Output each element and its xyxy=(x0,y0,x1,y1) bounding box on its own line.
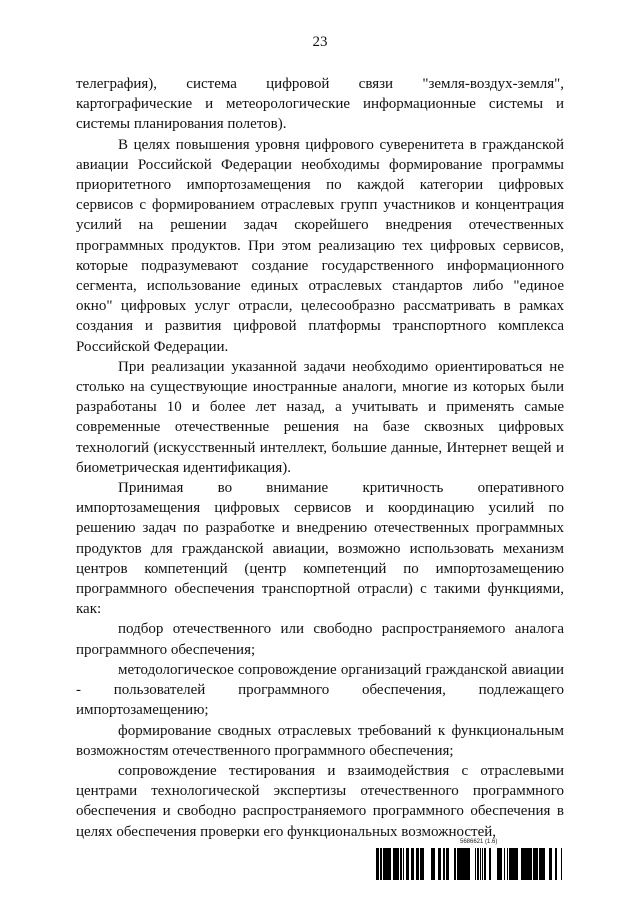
barcode-bar xyxy=(407,848,409,880)
barcode-bar xyxy=(533,848,534,880)
barcode-bar xyxy=(521,848,523,880)
barcode-bar xyxy=(480,848,481,880)
barcode-bar xyxy=(422,848,424,880)
barcode-bar xyxy=(386,848,388,880)
barcode-bar xyxy=(475,848,476,880)
barcode-bar xyxy=(530,848,531,880)
barcode-bar xyxy=(416,848,418,880)
barcode-bar xyxy=(448,848,449,880)
barcode-bar xyxy=(412,848,413,880)
barcode-bar xyxy=(385,848,386,880)
barcode-bar xyxy=(509,848,511,880)
barcode-bar xyxy=(468,848,469,880)
list-item: формирование сводных отраслевых требований к функциональным возможностям отечественного программного обеспечения; xyxy=(76,722,564,759)
paragraph: телеграфия), система цифровой связи "земля-воздух-земля", картографические и метеорологические информационные системы и системы планирования полетов). xyxy=(76,76,564,133)
barcode-bar xyxy=(498,848,500,880)
barcode-bar xyxy=(421,848,422,880)
document-code: 5686621 (1.6) xyxy=(460,839,498,845)
barcode-bar xyxy=(507,848,508,880)
paragraph: При реализации указанной задачи необходимо ориентироваться не столько на существующие иностранные аналоги, многие из которых были разработаны 10 и более лет назад, а учитывать и применять самые современные отечественные решения на базе сквозных цифровых технологий (искусственный интеллект, большие данные, Интернет вещей и биометрическая идентификация). xyxy=(76,358,564,476)
barcode-bar xyxy=(469,848,470,880)
barcode-bar xyxy=(455,848,456,880)
barcode-bar xyxy=(539,848,541,880)
barcode-bar xyxy=(460,848,461,880)
list-item: методологическое сопровождение организаций гражданской авиации - пользователей программного обеспечения, подлежащего импортозамещению; xyxy=(76,661,564,719)
barcode-bar xyxy=(497,848,498,880)
barcode-bar xyxy=(401,848,402,880)
barcode-bar xyxy=(394,848,396,880)
barcode-bar xyxy=(393,848,394,880)
barcode-bar xyxy=(536,848,537,880)
page-number: 23 xyxy=(312,34,328,50)
barcode-bar xyxy=(396,848,397,880)
barcode-bar xyxy=(482,848,483,880)
barcode-bar xyxy=(514,848,515,880)
barcode-bar xyxy=(459,848,460,880)
barcode-bar xyxy=(489,848,491,880)
barcode-bar xyxy=(431,848,433,880)
barcode-bar xyxy=(478,848,479,880)
barcode-bar xyxy=(454,848,455,880)
barcode-bar xyxy=(463,848,465,880)
list-item: подбор отечественного или свободно распространяемого аналога программного обеспечения; xyxy=(76,621,564,658)
barcode-bar xyxy=(433,848,434,880)
barcode-bar xyxy=(513,848,514,880)
barcode-bar xyxy=(438,848,439,880)
barcode xyxy=(376,848,564,880)
barcode-bar xyxy=(403,848,404,880)
barcode-bar xyxy=(376,848,377,880)
barcode-bar xyxy=(523,848,525,880)
barcode-bar xyxy=(515,848,517,880)
body-text xyxy=(76,74,564,842)
barcode-bar xyxy=(406,848,407,880)
barcode-bar xyxy=(390,848,391,880)
barcode-bar xyxy=(529,848,530,880)
barcode-bar xyxy=(556,848,557,880)
barcode-bar xyxy=(528,848,529,880)
barcode-bar xyxy=(461,848,462,880)
barcode-bar xyxy=(434,848,435,880)
paragraph: В целях повышения уровня цифрового суверенитета в гражданской авиации Российской Федерации необходимы формирование программы приоритетного импортозамещения по каждой категории цифровых сервисов с формированием отраслевых групп участников и концентрация усилий на решении задач скорейшего внедрения отечественных программных продуктов. При этом реализацию тех цифровых сервисов, которые подразумевают создание государственного информационного сегмента, использование единых отраслевых стандартов либо "единое окно" цифровых услуг отрасли, целесообразно рассматривать в рамках создания и развития цифровой платформы транспортного комплекса Российской Федерации. xyxy=(76,136,564,355)
barcode-bar xyxy=(462,848,463,880)
barcode-bar xyxy=(378,848,379,880)
barcode-bar xyxy=(388,848,390,880)
barcode-bar xyxy=(420,848,421,880)
barcode-bar xyxy=(411,848,412,880)
barcode-bar xyxy=(383,848,385,880)
barcode-bar xyxy=(500,848,502,880)
barcode-bar xyxy=(517,848,518,880)
barcode-bar xyxy=(504,848,505,880)
barcode-bar xyxy=(549,848,551,880)
barcode-bar xyxy=(465,848,466,880)
barcode-bar xyxy=(561,848,562,880)
barcode-bar xyxy=(511,848,513,880)
barcode-bar xyxy=(443,848,445,880)
list-item: сопровождение тестирования и взаимодействия с отраслевыми центрами технологической экспертизы отечественного программного обеспечения и свободно распространяемого программного обеспечения в целях обеспечения проверки его функциональных возможностей, xyxy=(76,762,564,840)
barcode-bar xyxy=(377,848,378,880)
barcode-bar xyxy=(555,848,556,880)
barcode-bar xyxy=(418,848,419,880)
barcode-bar xyxy=(413,848,414,880)
barcode-bar xyxy=(446,848,448,880)
barcode-bar xyxy=(543,848,545,880)
barcode-bar xyxy=(457,848,459,880)
barcode-bar xyxy=(534,848,536,880)
barcode-bar xyxy=(466,848,468,880)
barcode-bar xyxy=(542,848,543,880)
barcode-bar xyxy=(541,848,542,880)
barcode-bar xyxy=(526,848,528,880)
barcode-bar xyxy=(397,848,399,880)
barcode-bar xyxy=(531,848,532,880)
barcode-bar xyxy=(477,848,478,880)
barcode-bar xyxy=(484,848,486,880)
barcode-bar xyxy=(439,848,441,880)
barcode-bar xyxy=(400,848,401,880)
barcode-bar xyxy=(551,848,552,880)
barcode-bar xyxy=(525,848,526,880)
barcode-bar xyxy=(537,848,538,880)
barcode-bar xyxy=(380,848,382,880)
paragraph: Принимая во внимание критичность оперативного импортозамещения цифровых сервисов и координацию усилий по решению задач по разработке и внедрению отечественных программных продуктов для гражданской авиации, возможно использовать механизм центров компетенций (центр компетенций по импортозамещению программного обеспечения транспортной отрасли) с такими функциями, как: xyxy=(76,480,564,618)
